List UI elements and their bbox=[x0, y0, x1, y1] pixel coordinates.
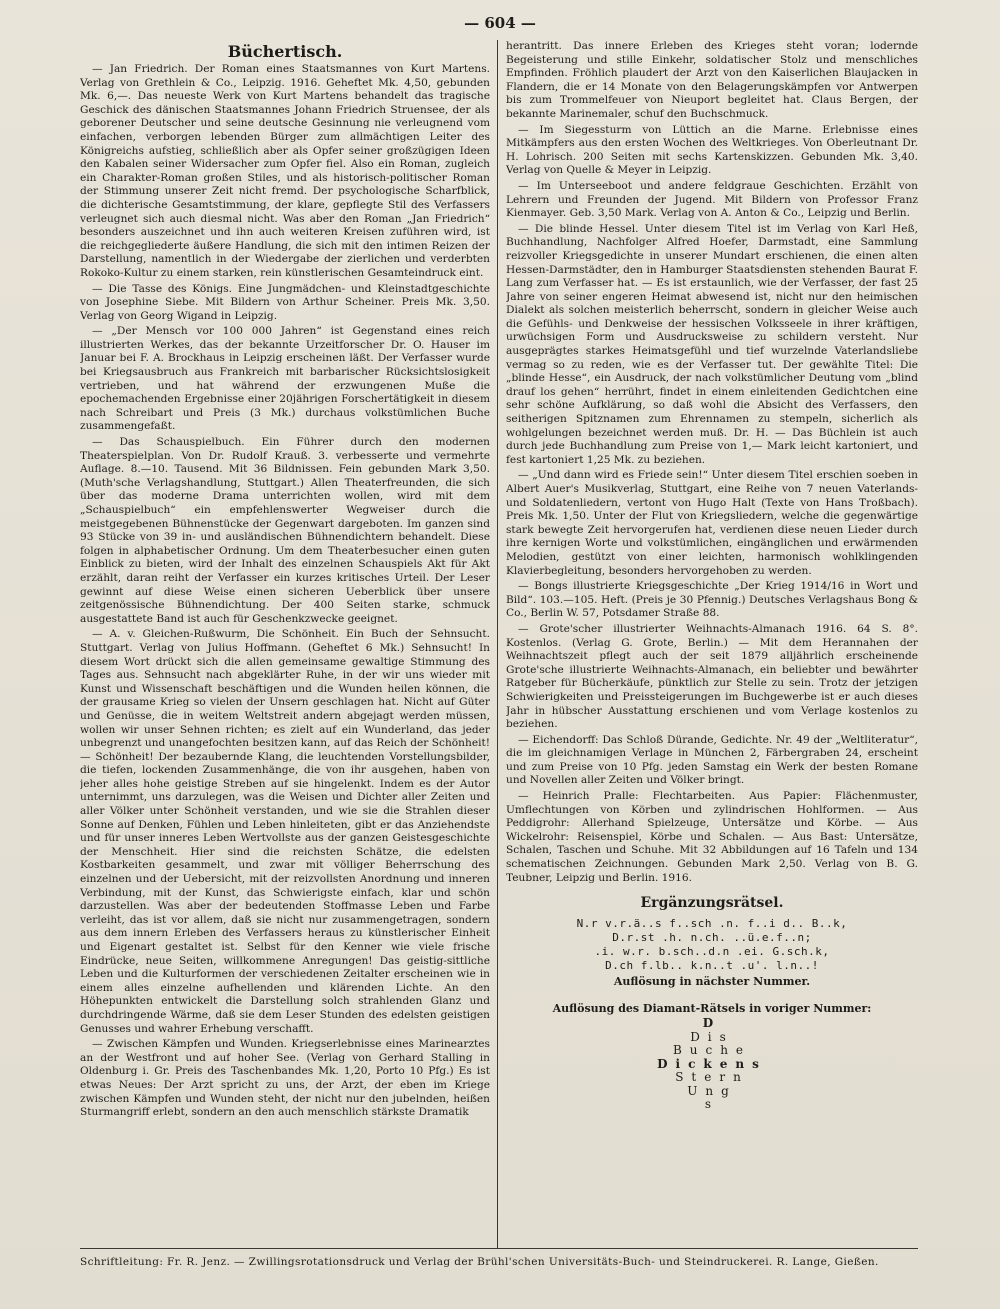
riddle-line: D.ch f.lb.. k.n..t .u'. l.n..! bbox=[605, 959, 819, 973]
footer-divider bbox=[80, 1248, 918, 1249]
review-continuation: herantritt. Das innere Erleben des Krieges steht voran; lodernde Begeisterung und stille Einkehr, soldatischer Stolz und menschliches Empfinden. Fröhlich plaudert der Arzt von den Kaiserlichen Blaujacken in Flandern, die er 14 Monate von den Belagerungskämpfen vor Antwerpen bis zum Trommelfeuer von Nieuport begleitet hat. Claus Bergen, der bekannte Marinemaler, schuf den Buchschmuck. bbox=[506, 40, 918, 120]
review-friede-sein: — „Und dann wird es Friede sein!“ Unter diesem Titel erschien soeben in Albert Auer's Musikverlag, Stuttgart, eine Reihe von 7 neuen Vaterlands- und Soldatenliedern, vertont von Hugo Halt (Texte von Hans Troßbach). Preis Mk. 1,50. Unter der Flut von Kriegsliedern, welche die gegenwärtige stark bewegte Zeit hervorgerufen hat, verdienen diese neuen Lieder durch ihre kernigen Worte und volkstümlichen, eingänglichen und erwärmenden Melodien, gestützt von einer leichten, harmonisch wohlklingenden Klavierbegleitung, besonders hervorgehoben zu werden. bbox=[506, 469, 918, 577]
diamond-line: Dickens bbox=[657, 1056, 767, 1071]
review-die-schoenheit: — A. v. Gleichen-Rußwurm, Die Schönheit. Ein Buch der Sehnsucht. Stuttgart. Verlag von Julius Hoffmann. (Geheftet 6 Mk.) Sehnsucht! In diesem Wort drückt sich die allen gemeinsame gewaltige Stimmung des Tages aus. Sehnsucht nach abgeklärter Ruhe, in der wir uns wieder mit Kunst und Wissenschaft beschäftigen und die Wunden heilen können, die der grausame Krieg so vielen der Unsern geschlagen hat. Nicht auf Güter und Genüsse, die in weitem Weltstreit andern abgejagt werden müssen, wollen wir unser Sehnen richten; es zielt auf ein Wunderland, das jeder unbegrenzt und unangefochten besitzen kann, auf das Reich der Schönheit! — Schönheit! Der bezaubernde Klang, die leuchtenden Vorstellungsbilder, die tiefen, lockenden Zusammenhänge, die von ihr ausgehen, haben von jeher alles hohe geistige Streben auf sie hingelenkt. Indem es der Autor unternimmt, uns darzulegen, was die Weisen und Dichter aller Zeiten und aller Völker unter Schönheit verstanden, und wie sie die Strahlen dieser Sonne auf Denken, Fühlen und Leben hinleiteten, gibt er das Anziehendste und für unser inneres Leben Wertvollste aus der ganzen Geistesgeschichte der Menschheit. Hier sind die reichsten Schätze, die edelsten Kostbarkeiten gesammelt, und zwar mit völliger Beherrschung des einzelnen und der Uebersicht, mit der reizvollsten Anordnung und inneren Verbindung, mit der Kunst, das Schwierigste einfach, klar und schön darzustellen. Was aber der bedeutenden Stoffmasse Leben und Farbe verleiht, das ist vor allem, daß sie nicht nur zusammengetragen, sondern aus dem innern Erleben des Verfassers heraus zu künstlerischer Einheit und Eigenart gestaltet ist. Selbst für den Kenner wie viele frische Eindrücke, neue Seiten, willkommene Anregungen! Das geistig-sittliche Leben und die Kulturformen der verschiedenen Zeitalter erscheinen wie in einem alles einzelne aufhellenden und klärenden Lichte. An den Höhepunkten entwickelt die Darstellung solch strahlenden Glanz und durchdringende Wärme, daß sie dem Leser Stunden des edelsten geistigen Genusses und wahrer Erhebung verschafft. bbox=[80, 628, 490, 1035]
riddle-line: N.r v.r.ä..s f..sch .n. f..i d.. B..k, bbox=[576, 917, 848, 931]
diamond-solution bbox=[506, 1017, 918, 1112]
review-jan-friedrich: — Jan Friedrich. Der Roman eines Staatsmannes von Kurt Martens. Verlag von Grethlein & Co., Leipzig. 1916. Geheftet Mk. 4,50, gebunden Mk. 6,—. Das neueste Werk von Kurt Martens behandelt das tragische Geschick des dänischen Staatsmannes Johann Friedrich Struensee, der als geborener Deutscher und seine deutsche Gesinnung nie verleugnend vom einfachen, verborgen lebenden Bürger zum allmächtigen Leiter des Königreichs aufstieg, schließlich aber als Opfer seiner großzügigen Ideen den Kabalen seiner Widersacher zum Opfer fiel. Also ein Roman, zugleich ein Charakter-Roman großen Stiles, und als historisch-politischer Roman der Stimmung unserer Zeit nicht fremd. Der psychologische Scharfblick, die dichterische Gesamtstimmung, der klare, gepflegte Stil des Verfassers verleugnet sich auch diesmal nicht. Was aber den Roman „Jan Friedrich“ besonders auszeichnet und ihn auch weiteren Kreisen zuführen wird, ist die reichgegliederte äußere Handlung, die sich mit den intimen Reizen der Darstellung, namentlich in der Wiedergabe der zierlichen und verderbten Rokoko-Kultur zu einem starken, rein künstlerischen Gesamteindruck eint. bbox=[80, 63, 490, 279]
review-bongs-kriegsgeschichte: — Bongs illustrierte Kriegsgeschichte „Der Krieg 1914/16 in Wort und Bild“. 103.—105. Heft. (Preis je 30 Pfennig.) Deutsches Verlagshaus Bong & Co., Berlin W. 57, Potsdamer Straße 88. bbox=[506, 580, 918, 620]
diamond-line: D bbox=[702, 1016, 722, 1031]
review-eichendorff: — Eichendorff: Das Schloß Dürande, Gedichte. Nr. 49 der „Weltliteratur“, die im gleichnamigen Verlage in München 2, Färbergraben 24, erscheint und zum Preise von 10 Pfg. jeden Samstag ein Werk der besten Romane und Novellen aller Zeiten und Völker bringt. bbox=[506, 733, 918, 787]
review-unterseeboot: — Im Unterseeboot und andere feldgraue Geschichten. Erzählt von Lehrern und Freunden der Jugend. Mit Bildern von Professor Franz Kienmayer. Geb. 3,50 Mark. Verlag von A. Anton & Co., Leipzig und Berlin. bbox=[506, 179, 918, 220]
page-number: — 604 — bbox=[464, 14, 536, 32]
diamond-line: Dis bbox=[690, 1029, 734, 1044]
review-mensch-vor-100000-jahren: — „Der Mensch vor 100 000 Jahren“ ist Gegenstand eines reich illustrierten Werkes, das der bekannte Urzeitforscher Dr. O. Hauser im Januar bei F. A. Brockhaus in Leipzig erscheinen läßt. Der Verfasser wurde bei Kriegsausbruch aus Frankreich mit barbarischer Rücksichtslosigkeit vertrieben, und hat während der erzwungenen Muße die epochemachenden Ergebnisse einer 20jährigen Forschertätigkeit in diesem nach Schreibart und Preis (3 Mk.) durchaus volkstümlichen Buche zusammengefaßt. bbox=[80, 325, 490, 433]
review-blinde-hessel: — Die blinde Hessel. Unter diesem Titel ist im Verlag von Karl Heß, Buchhandlung, Nachfolger Alfred Hoefer, Darmstadt, eine Sammlung reizvoller Kriegsgedichte in unserer Mundart erschienen, die einen alten Hessen-Darmstädter, den in Hamburger Staatsdiensten stehenden Baurat F. Lang zum Verfasser hat. — Es ist erstaunlich, wie der Verfasser, der fast 25 Jahre von seiner engeren Heimat abwesend ist, nicht nur den heimischen Dialekt als solchen meisterlich beherrscht, sondern in gleicher Weise auch die Gefühls- und Denkweise der hessischen Volksseele in ihrer kräftigen, urwüchsigen Form und Ausdrucksweise zu schildern versteht. Nur ausgeprägtes starkes Heimatsgefühl und tief wurzelnde Vaterlandsliebe vermag so zu reden, wie es der Verfasser tut. Der gewählte Titel: Die „blinde Hesse“, ein Ausdruck, der nach volkstümlicher Deutung vom „blind drauf los gehen“ herrührt, findet in einem einleitenden Gedichtchen eine sehr schöne Aufklärung, so daß wohl die Absicht des Verfassers, den seitherigen Spitznamen zum Ehrennamen zu stempeln, sicherlich als wohlgelungen bezeichnet werden muß. Dr. H. — Das Büchlein ist auch durch jede Buchhandlung zum Preise von 1,— Mark leicht kartoniert, und fest kartoniert 1,25 Mk. zu beziehen. bbox=[506, 222, 918, 466]
riddle-line: .i. w.r. b.sch..d.n .ei. G.sch.k, bbox=[594, 945, 830, 959]
riddle-line: D.r.st .h. n.ch. ..ü.e.f..n; bbox=[612, 931, 812, 945]
diamond-line: s bbox=[704, 1097, 720, 1112]
section-title: Büchertisch. bbox=[227, 42, 343, 61]
column-divider bbox=[497, 40, 498, 1248]
diamond-line: Stern bbox=[675, 1070, 749, 1085]
review-siegessturm: — Im Siegessturm von Lüttich an die Marne. Erlebnisse eines Mitkämpfers aus den ersten Wochen des Weltkrieges. Von Oberleutnant Dr. H. Lohrisch. 200 Seiten mit sechs Kartenskizzen. Gebunden Mk. 3,40. Verlag von Quelle & Meyer in Leipzig. bbox=[506, 123, 918, 177]
imprint-footer: Schriftleitung: Fr. R. Jenz. — Zwillingsrotationsdruck und Verlag der Brühl'schen Universitäts-Buch- und Steindruckerei. R. Lange, Gießen. bbox=[80, 1256, 879, 1268]
review-pralle-flechtarbeiten: — Heinrich Pralle: Flechtarbeiten. Aus Papier: Flächenmuster, Umflechtungen von Körben und zylindrischen Hohlformen. — Aus Peddigrohr: Allerhand Spielzeuge, Untersätze und Körbe. — Aus Wickelrohr: Reisenspiel, Körbe und Schalen. — Aus Bast: Untersätze, Schalen, Taschen und Schuhe. Mit 32 Abbildungen auf 16 Tafeln und 134 schematischen Zeichnungen. Gebunden Mark 2,50. Verlag von B. G. Teubner, Leipzig und Berlin. 1916. bbox=[506, 790, 918, 884]
diamond-line: Ung bbox=[687, 1083, 737, 1098]
review-tasse-des-koenigs: — Die Tasse des Königs. Eine Jungmädchen- und Kleinstadtgeschichte von Josephine Siebe. Mit Bildern von Arthur Scheiner. Preis Mk. 3,50. Verlag von Georg Wigand in Leipzig. bbox=[80, 282, 490, 322]
review-grote-almanach: — Grote'scher illustrierter Weihnachts-Almanach 1916. 64 S. 8°. Kostenlos. (Verlag G. Grote, Berlin.) — Mit dem Herannahen der Weihnachtszeit pflegt auch der seit 1879 alljährlich erscheinende Grote'sche illustrierte Weihnachts-Almanach, ein beliebter und bewährter Ratgeber für Bücherkäufe, pünktlich zur Stelle zu sein. Trotz der jetzigen Schwierigkeiten und Preissteigerungen im Buchgewerbe ist er auch dieses Jahr in hübscher Ausstattung erschienen und vom Verlage kostenlos zu beziehen. bbox=[506, 622, 918, 731]
riddle-note: Auflösung in nächster Nummer. bbox=[613, 975, 811, 989]
left-column bbox=[80, 40, 490, 1240]
review-schauspielbuch: — Das Schauspielbuch. Ein Führer durch den modernen Theaterspielplan. Von Dr. Rudolf Krauß. 3. verbesserte und vermehrte Auflage. 8.—10. Tausend. Mit 36 Bildnissen. Fein gebunden Mark 3,50. (Muth'sche Verlagshandlung, Stuttgart.) Allen Theaterfreunden, die sich über das moderne Drama unterrichten wollen, wird mit dem „Schauspielbuch“ ein empfehlenswerter Wegweiser durch die meistgegebenen Bühnenstücke der Gegenwart dargeboten. Im ganzen sind 93 Stücke von 39 in- und ausländischen Bühnendichtern behandelt. Diese folgen in alphabetischer Ordnung. Um dem Theaterbesucher einen guten Einblick zu bieten, wird der Inhalt des einzelnen Schauspiels Akt für Akt erzählt, daran reiht der Verfasser ein kurzes kritisches Urteil. Der Leser gewinnt auf diese Weise einen sicheren Ueberblick über unsere zeitgenössische Bühnendichtung. Der 400 Seiten starke, schmuck ausgestattete Band ist auch für Geschenkzwecke geeignet. bbox=[80, 436, 490, 625]
diamond-line: Buche bbox=[672, 1043, 752, 1058]
diamond-title: Auflösung des Diamant-Rätsels in voriger Nummer: bbox=[552, 1002, 872, 1016]
right-column bbox=[506, 40, 918, 1240]
review-zwischen-kaempfen-und-wunden: — Zwischen Kämpfen und Wunden. Kriegserlebnisse eines Marinearztes an der Westfront und auf hoher See. (Verlag von Gerhard Stalling in Oldenburg i. Gr. Preis des Taschenbandes Mk. 1,20, Porto 10 Pfg.) Es ist etwas Neues: Der Arzt spricht zu uns, der Arzt, der eben im Kriege zwischen Kämpfen und Wunden steht, der nicht nur den jubelnden, heißen Sturmangriff erlebt, sondern an den auch menschlich stärkste Dramatik bbox=[80, 1038, 490, 1119]
riddle-title: Ergänzungsrätsel. bbox=[640, 895, 784, 912]
